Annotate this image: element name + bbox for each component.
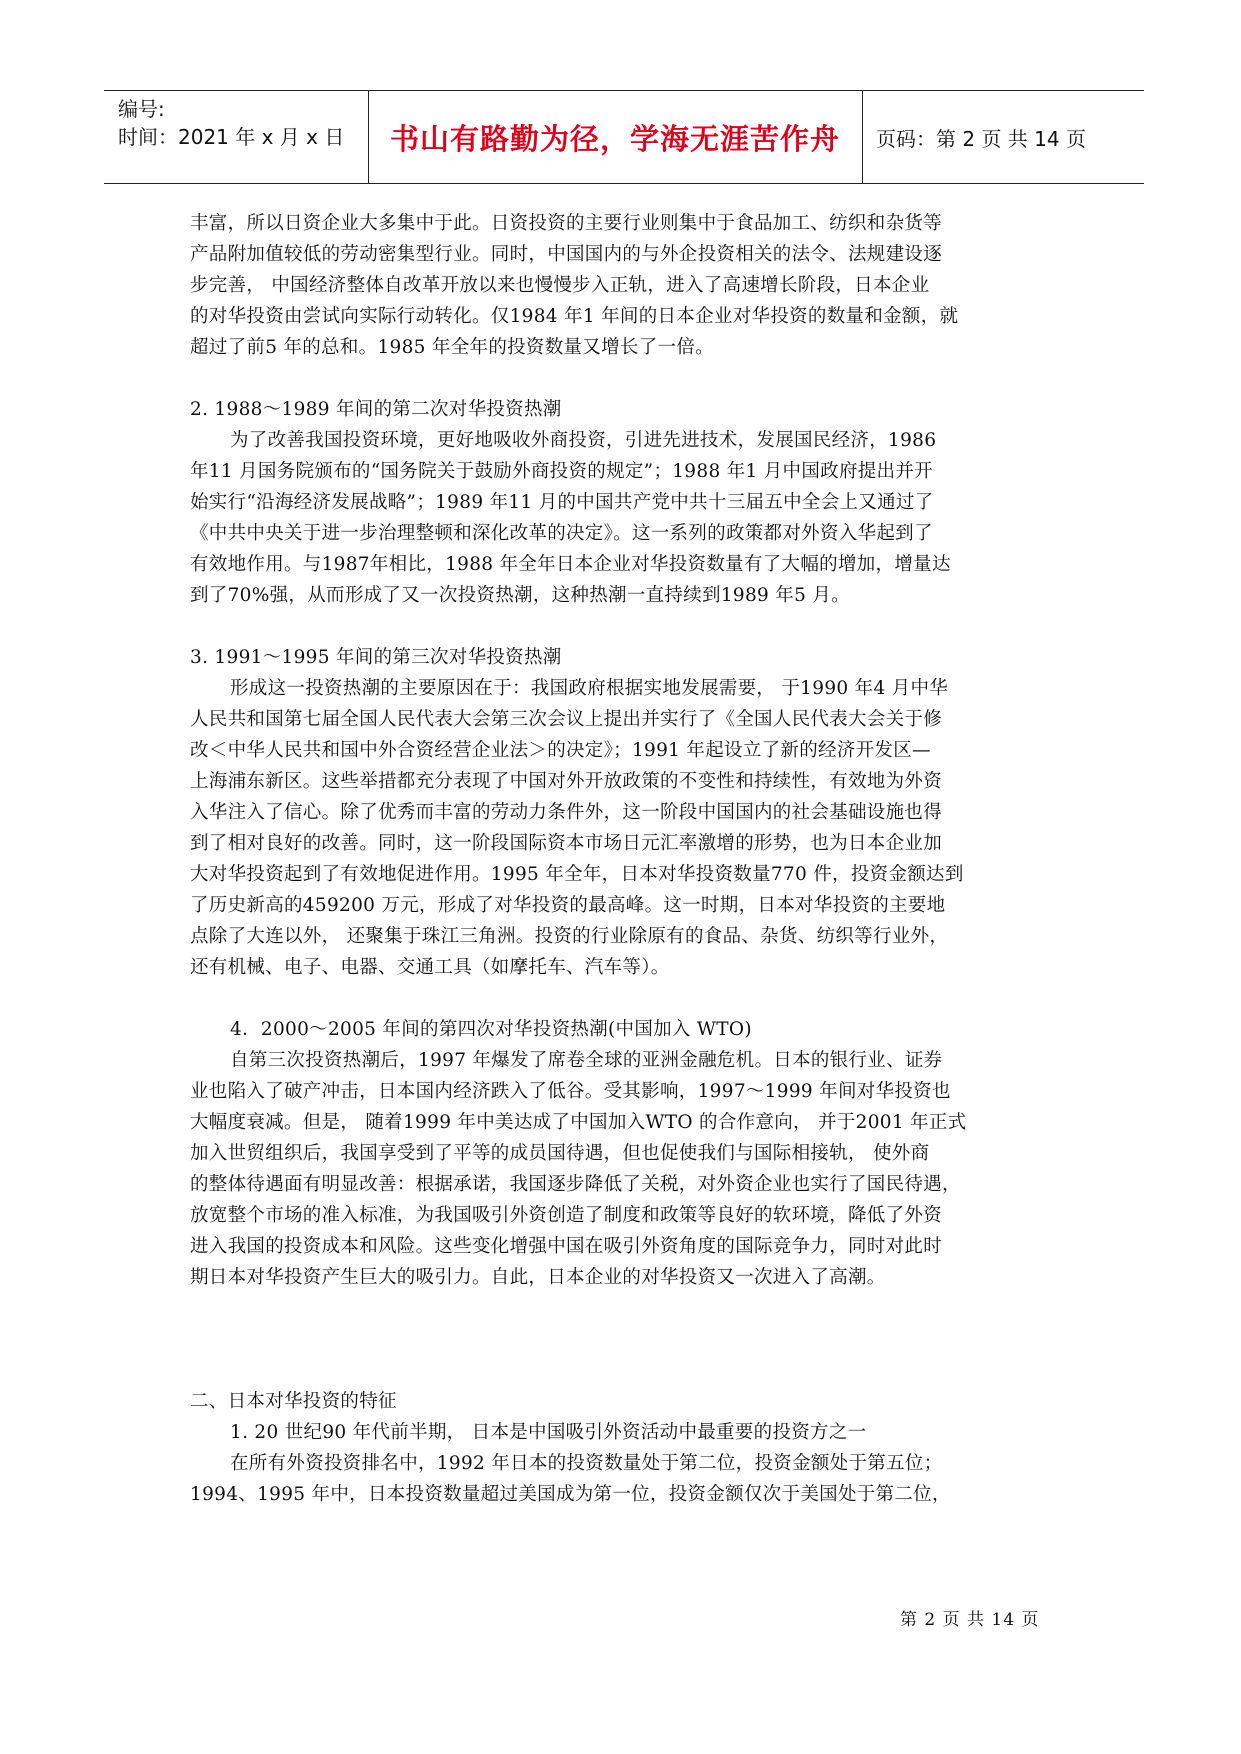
text-line: 人民共和国第七届全国人民代表大会第三次会议上提出并实行了《全国人民代表大会关于修	[190, 709, 943, 730]
text-line: 形成这一投资热潮的主要原因在于：我国政府根据实地发展需要， 于1990 年4 月中华	[230, 678, 949, 699]
paragraph-third-wave	[190, 673, 1070, 983]
text-line: 超过了前5 年的总和。1985 年全年的投资数量又增长了一倍。	[190, 337, 714, 358]
text-line: 始实行“沿海经济发展战略”；1989 年11 月的中国共产党中共十三届五中全会上又通过了	[190, 492, 934, 513]
text-line: 放宽整个市场的准入标准，为我国吸引外资创造了制度和政策等良好的软环境，降低了外资	[190, 1205, 943, 1226]
section-heading: 4．2000～2005 年间的第四次对华投资热潮(中国加入 WTO)	[230, 1019, 752, 1040]
chapter-heading: 二、日本对华投资的特征	[190, 1391, 397, 1412]
text-line: 为了改善我国投资环境，更好地吸收外商投资，引进先进技术，发展国民经济，1986	[230, 430, 937, 451]
text-line: 年11 月国务院颁布的“国务院关于鼓励外商投资的规定”；1988 年1 月中国政府提出并开	[190, 461, 933, 482]
header-meta-cell	[104, 91, 369, 183]
paragraph-fourth-wave	[190, 1045, 1070, 1293]
text-line: 业也陷入了破产冲击，日本国内经济跌入了低谷。受其影响，1997～1999 年间对华投资也	[190, 1081, 951, 1102]
text-line: 在所有外资投资排名中，1992 年日本的投资数量处于第二位，投资金额处于第五位；	[230, 1453, 943, 1474]
text-line: 《中共中央关于进一步治理整顿和深化改革的决定》。这一系列的政策都对外资入华起到了	[190, 523, 933, 544]
time-label: 时间：2021 年 x 月 x 日	[118, 125, 345, 149]
text-line: 丰富，所以日资企业大多集中于此。日资投资的主要行业则集中于食品加工、纺织和杂货等	[190, 213, 943, 234]
text-line: 大对华投资起到了有效地促进作用。1995 年全年，日本对华投资数量770 件，投资金额达到	[190, 864, 964, 885]
text-line: 期日本对华投资产生巨大的吸引力。自此，日本企业的对华投资又一次进入了高潮。	[190, 1267, 886, 1288]
section-heading: 3. 1991～1995 年间的第三次对华投资热潮	[190, 647, 562, 668]
page-footer: 第 2 页 共 14 页	[900, 1610, 1040, 1630]
text-line: 到了相对良好的改善。同时，这一阶段国际资本市场日元汇率激增的形势，也为日本企业加	[190, 833, 943, 854]
header-motto-cell	[368, 91, 863, 183]
text-line: 自第三次投资热潮后，1997 年爆发了席卷全球的亚洲金融危机。日本的银行业、证券	[230, 1050, 943, 1071]
paragraph-second-wave	[190, 425, 1070, 611]
serial-number-label: 编号:	[118, 97, 165, 121]
text-line: 进入我国的投资成本和风险。这些变化增强中国在吸引外资角度的国际竞争力，同时对此时	[190, 1236, 943, 1257]
text-line: 改＜中华人民共和国中外合资经营企业法＞的决定》；1991 年起设立了新的经济开发区—	[190, 740, 931, 761]
document-header	[104, 90, 1144, 184]
subsection-heading: 1. 20 世纪90 年代前半期， 日本是中国吸引外资活动中最重要的投资方之一	[230, 1422, 867, 1443]
header-page-cell	[862, 91, 1144, 183]
text-line: 1994、1995 年中，日本投资数量超过美国成为第一位，投资金额仅次于美国处于第二位，	[190, 1484, 951, 1505]
text-line: 大幅度衰减。但是， 随着1999 年中美达成了中国加入WTO 的合作意向， 并于2001 年正式	[190, 1112, 967, 1133]
text-line: 有效地作用。与1987年相比，1988 年全年日本企业对华投资数量有了大幅的增加，增量达	[190, 554, 951, 575]
text-line: 步完善， 中国经济整体自改革开放以来也慢慢步入正轨，进入了高速增长阶段，日本企业	[190, 275, 930, 296]
text-line: 到了70%强，从而形成了又一次投资热潮，这种热潮一直持续到1989 年5 月。	[190, 585, 850, 606]
text-line: 加入世贸组织后，我国享受到了平等的成员国待遇，但也促使我们与国际相接轨， 使外商	[190, 1143, 930, 1164]
text-line: 的整体待遇面有明显改善：根据承诺，我国逐步降低了关税，对外资企业也实行了国民待遇，	[190, 1174, 961, 1195]
text-line: 产品附加值较低的劳动密集型行业。同时，中国国内的与外企投资相关的法令、法规建设逐	[190, 244, 943, 265]
section-heading: 2. 1988～1989 年间的第二次对华投资热潮	[190, 399, 562, 420]
text-line: 了历史新高的459200 万元，形成了对华投资的最高峰。这一时期，日本对华投资的主要地	[190, 895, 946, 916]
text-line: 入华注入了信心。除了优秀而丰富的劳动力条件外，这一阶段中国国内的社会基础设施也得	[190, 802, 943, 823]
paragraph-intro	[190, 208, 1070, 363]
document-body	[190, 208, 1070, 1510]
text-line: 上海浦东新区。这些举措都充分表现了中国对外开放政策的不变性和持续性，有效地为外资	[190, 771, 943, 792]
motto-text: 书山有路勤为径，学海无涯苦作舟	[389, 121, 840, 156]
paragraph-characteristics	[190, 1448, 1070, 1510]
text-line: 点除了大连以外， 还聚集于珠江三角洲。投资的行业除原有的食品、杂货、纺织等行业外，	[190, 926, 949, 947]
text-line: 的对华投资由尝试向实际行动转化。仅1984 年1 年间的日本企业对华投资的数量和金额，就	[190, 306, 959, 327]
page-number-info: 页码：第 2 页 共 14 页	[876, 126, 1086, 151]
text-line: 还有机械、电子、电器、交通工具（如摩托车、汽车等）。	[190, 957, 670, 978]
